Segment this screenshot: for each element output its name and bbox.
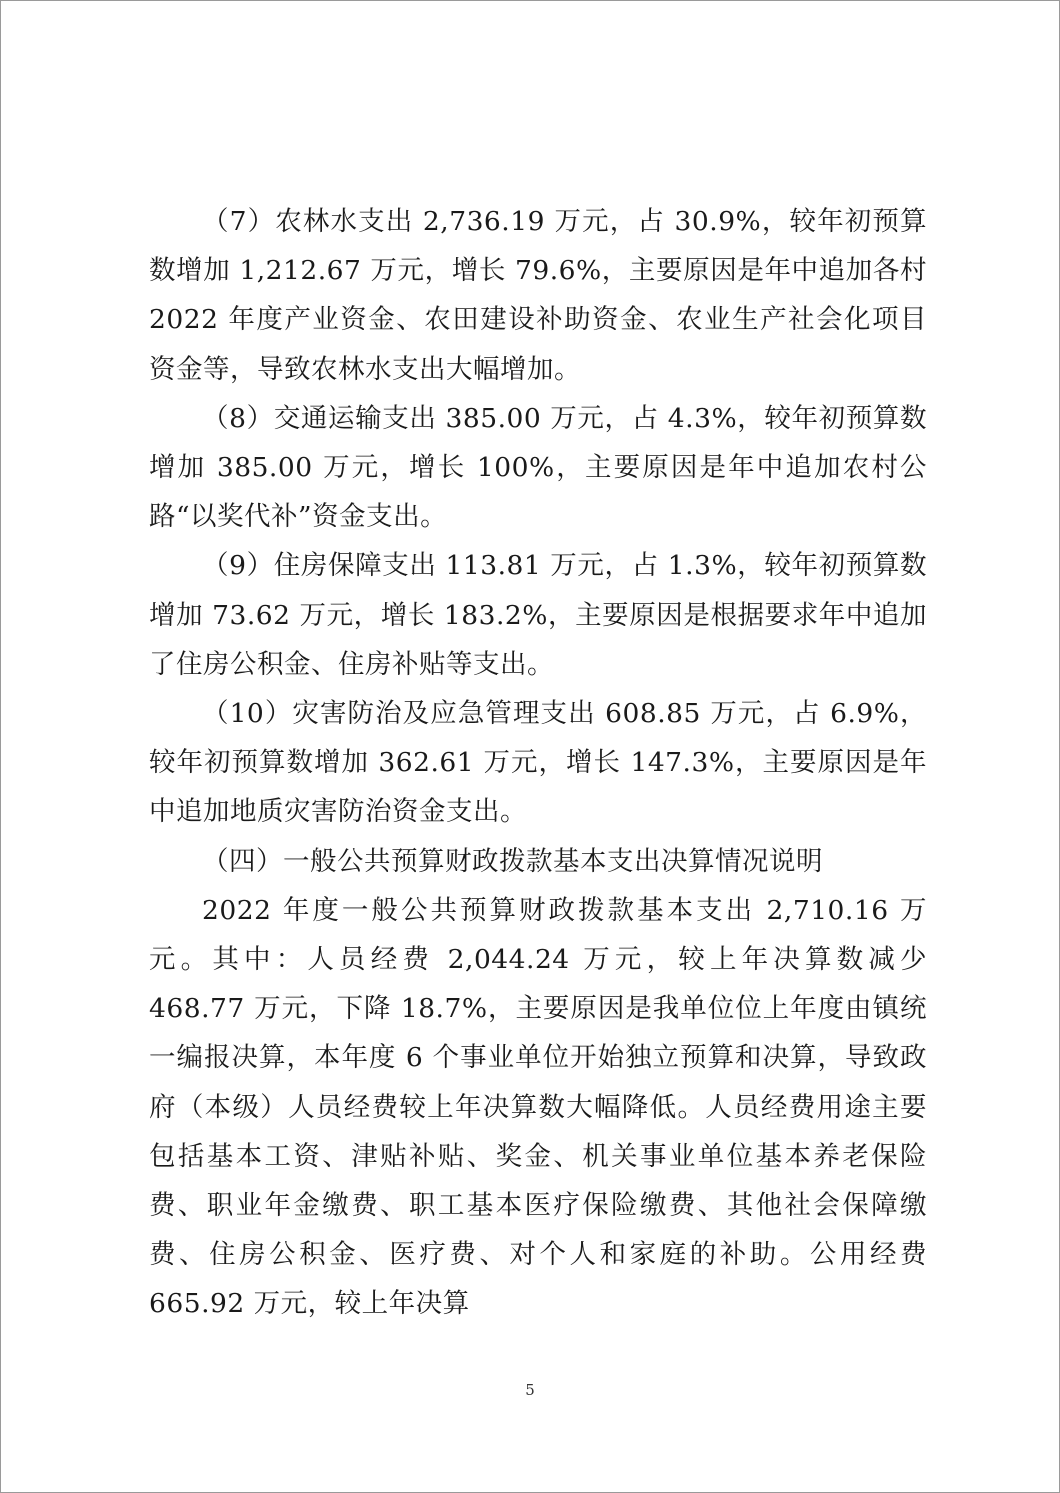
section-heading-basic-expenditure: （四）一般公共预算财政拨款基本支出决算情况说明 [202,845,823,877]
paragraph-transport-expenditure: （8）交通运输支出 385.00 万元，占 4.3%，较年初预算数增加 385.00 万元，增长 100%，主要原因是年中追加农村公路“以奖代补”资金支出。 [149,402,927,533]
page-number: 5 [525,1381,535,1399]
paragraph-agriculture-expenditure: （7）农林水支出 2,736.19 万元，占 30.9%，较年初预算数增加 1,212.67 万元，增长 79.6%，主要原因是年中追加各村 2022 年度产业资金、农田建设补助资金、农业生产社会化项目资金等，导致农林水支出大幅增加。 [149,206,927,385]
body-text [149,197,927,1329]
paragraph-basic-expenditure: 2022 年度一般公共预算财政拨款基本支出 2,710.16 万元。其中：人员经费 2,044.24 万元，较上年决算数减少 468.77 万元，下降 18.7%，主要原因是我单位位上年度由镇统一编报决算，本年度 6 个事业单位开始独立预算和决算，导致政府（本级）人员经费较上年决算数大幅降低。人员经费用途主要包括基本工资、津贴补贴、奖金、机关事业单位基本养老保险费、职业年金缴费、职工基本医疗保险缴费、其他社会保障缴费、住房公积金、医疗费、对个人和家庭的补助。公用经费 665.92 万元，较上年决算 [149,894,927,1320]
paragraph-disaster-expenditure: （10）灾害防治及应急管理支出 608.85 万元，占 6.9%，较年初预算数增加 362.61 万元，增长 147.3%，主要原因是年中追加地质灾害防治资金支出。 [149,698,927,828]
paragraph-housing-expenditure: （9）住房保障支出 113.81 万元，占 1.3%，较年初预算数增加 73.62 万元，增长 183.2%，主要原因是根据要求年中追加了住房公积金、住房补贴等支出。 [149,550,927,680]
